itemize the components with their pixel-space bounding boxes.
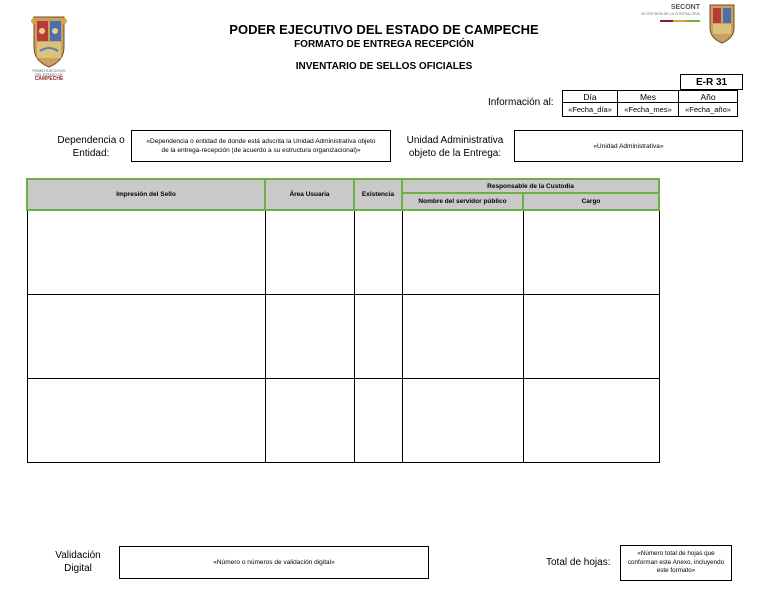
- unidad-administrativa-field[interactable]: «Unidad Administrativa»: [514, 130, 743, 162]
- cell-nombre[interactable]: [402, 379, 523, 463]
- cell-existencia[interactable]: [354, 210, 402, 295]
- secont-logo-subtitle: SECRETARÍA DE LA CONTRALORÍA: [640, 12, 700, 16]
- cell-nombre[interactable]: [402, 295, 523, 379]
- table-row: [27, 210, 659, 295]
- logo-left-line-2: DEL ESTADO DE: [35, 73, 63, 77]
- cell-impresion[interactable]: [27, 295, 265, 379]
- logo-left-line-1: PODER EJECUTIVO: [32, 69, 66, 73]
- cell-area[interactable]: [265, 295, 354, 379]
- month-header: Mes: [618, 91, 679, 103]
- year-field[interactable]: «Fecha_año»: [679, 103, 738, 117]
- col-header-area-usuaria: Área Usuaria: [265, 179, 354, 210]
- cell-existencia[interactable]: [354, 295, 402, 379]
- cell-nombre[interactable]: [402, 210, 523, 295]
- dependencia-label: Dependencia o Entidad:: [57, 135, 125, 159]
- logo-left-line-3: CAMPECHE: [34, 76, 64, 82]
- sellos-inventory-table: [26, 178, 660, 463]
- form-code-badge: E-R 31: [680, 74, 743, 90]
- document-title: PODER EJECUTIVO DEL ESTADO DE CAMPECHE: [229, 22, 539, 37]
- info-date-label: Información al:: [488, 97, 554, 108]
- day-header: Día: [563, 91, 618, 103]
- form-name: INVENTARIO DE SELLOS OFICIALES: [295, 61, 473, 72]
- col-header-cargo: Cargo: [523, 193, 659, 210]
- day-field[interactable]: «Fecha_día»: [563, 103, 618, 117]
- total-hojas-field[interactable]: «Número total de hojas que conforman este Anexo, incluyendo este formato»: [620, 545, 732, 581]
- dependencia-field[interactable]: «Dependencia o entidad de donde está adscrita la Unidad Administrativa objeto de la entrega-recepción (de acuerdo a su estructura organizacional)»: [131, 130, 391, 162]
- total-hojas-label: Total de hojas:: [546, 557, 611, 568]
- cell-impresion[interactable]: [27, 379, 265, 463]
- cell-cargo[interactable]: [523, 295, 659, 379]
- cell-impresion[interactable]: [27, 210, 265, 295]
- table-row: [27, 295, 659, 379]
- unidad-administrativa-label: Unidad Administrativa objeto de la Entrega:: [406, 135, 504, 159]
- table-row: [27, 379, 659, 463]
- month-field[interactable]: «Fecha_mes»: [618, 103, 679, 117]
- year-header: Año: [679, 91, 738, 103]
- col-group-responsable: Responsable de la Custodia: [402, 179, 659, 193]
- cell-cargo[interactable]: [523, 210, 659, 295]
- col-header-impresion: Impresión del Sello: [27, 179, 265, 210]
- validacion-digital-field[interactable]: «Número o números de validación digital»: [119, 546, 429, 579]
- date-table: [562, 90, 738, 117]
- cell-area[interactable]: [265, 379, 354, 463]
- validacion-digital-label: Validación Digital: [55, 550, 101, 574]
- cell-existencia[interactable]: [354, 379, 402, 463]
- col-header-existencia: Existencia: [354, 179, 402, 210]
- document-subtitle: FORMATO DE ENTREGA RECEPCIÓN: [294, 39, 474, 50]
- secont-logo-text: SECONT: [670, 4, 700, 11]
- col-header-nombre: Nombre del servidor público: [402, 193, 523, 210]
- cell-cargo[interactable]: [523, 379, 659, 463]
- cell-area[interactable]: [265, 210, 354, 295]
